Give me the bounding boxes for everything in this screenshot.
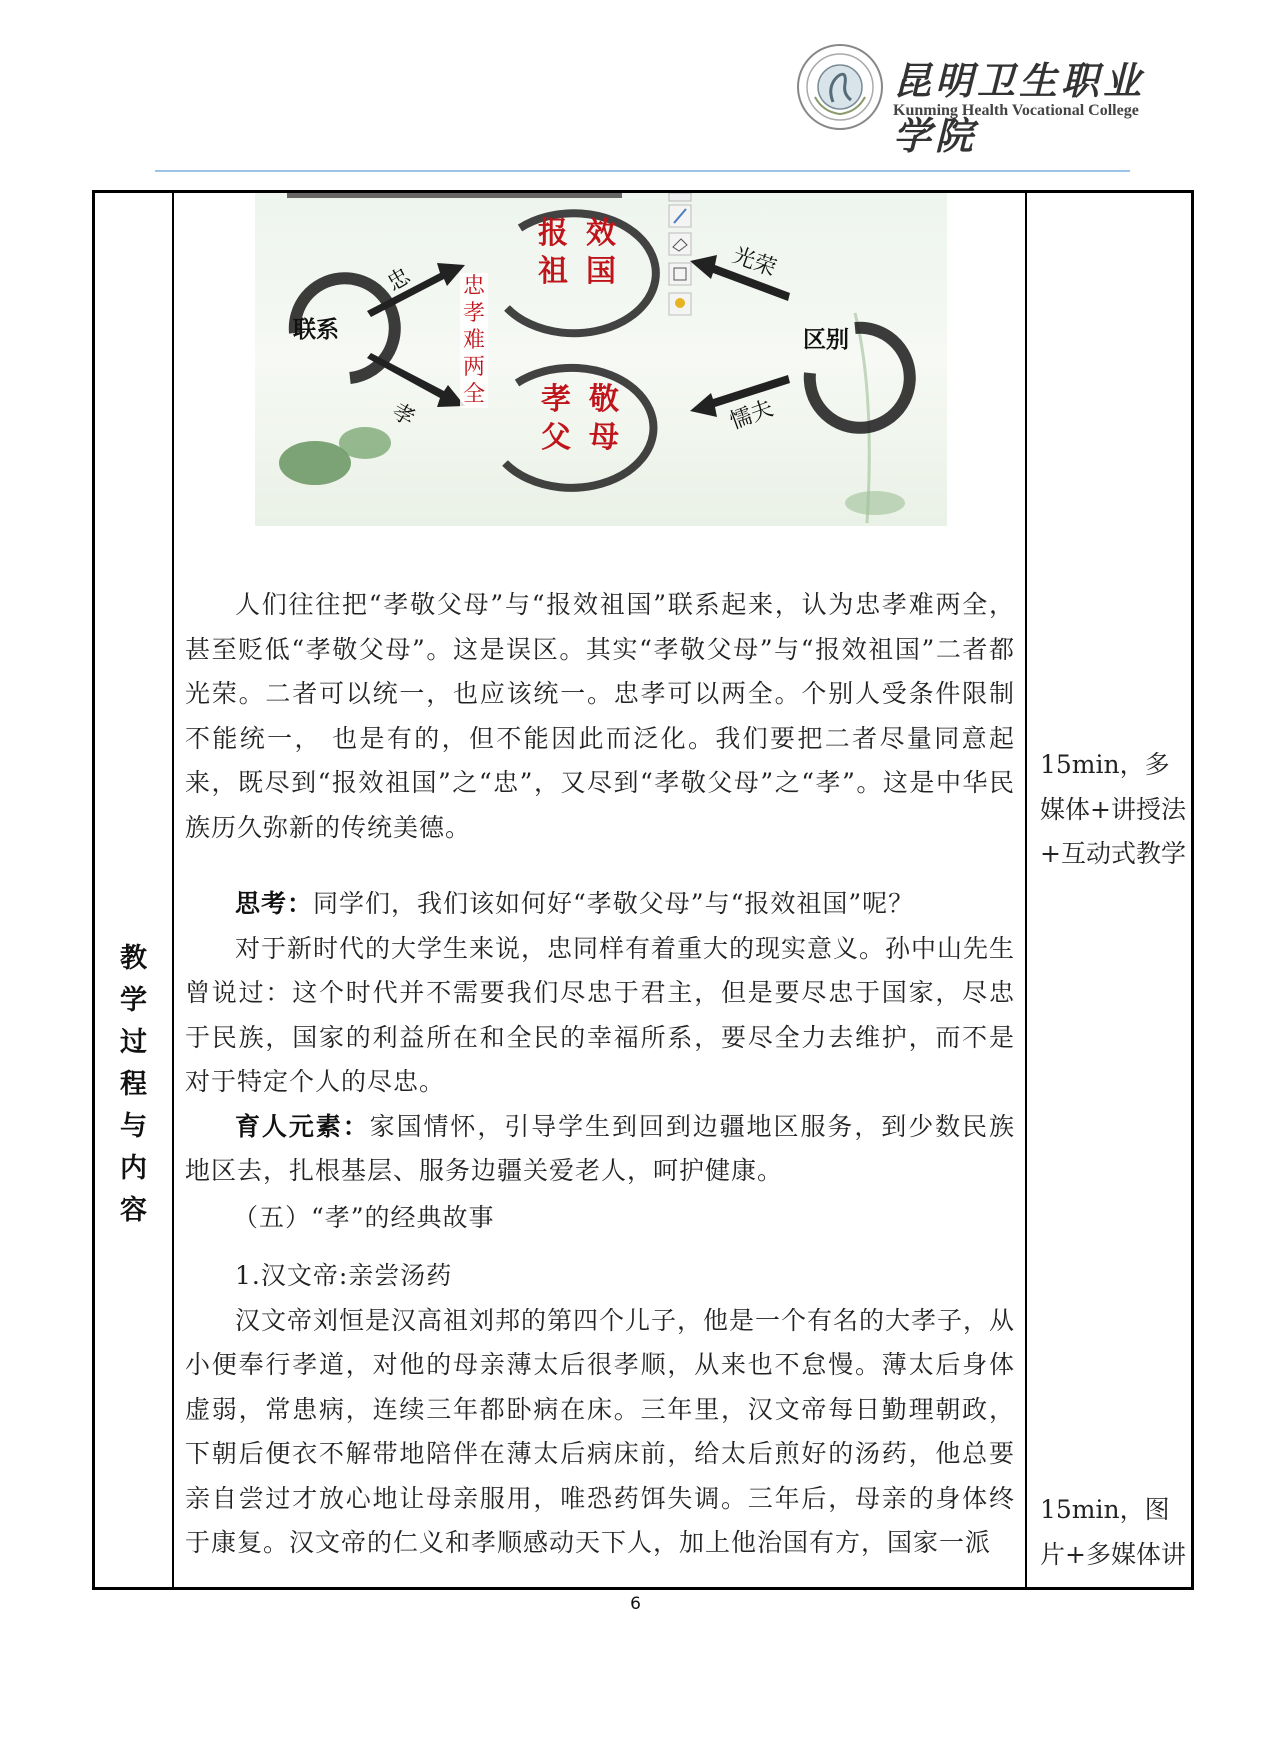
arrow-label-filial: 孝 <box>387 398 419 432</box>
char: 孝 <box>462 301 485 326</box>
method-note: 15min，图片+多媒体讲 <box>1040 1495 1186 1569</box>
label-char: 程 <box>120 1069 147 1100</box>
eraser-icon <box>669 233 691 255</box>
char: 国 <box>586 254 634 289</box>
node-left-label: 联系 <box>293 317 339 343</box>
label-char: 容 <box>120 1195 147 1226</box>
page-number: 6 <box>630 1594 641 1614</box>
arrow-label-coward: 懦夫 <box>726 396 777 435</box>
college-name-en: Kunming Health Vocational College <box>893 102 1139 119</box>
think-label: 思考： <box>235 889 314 918</box>
label-char: 过 <box>120 1027 147 1058</box>
label-char: 内 <box>120 1153 147 1184</box>
arrow-label-glory: 光荣 <box>729 243 780 282</box>
char: 祖 <box>538 254 586 289</box>
paragraph: 对于新时代的大学生来说，忠同样有着重大的现实意义。孙中山先生曾说过：这个时代并不需要我们尽忠于君主，但是要尽忠于国家，尽忠于民族，国家的利益所在和全民的幸福所系，要尽全力去维护，而不是对于特定个人的尽忠。 <box>185 933 1016 1096</box>
column-divider <box>172 193 174 1587</box>
char: 母 <box>589 420 637 455</box>
center-vertical-text <box>460 273 488 408</box>
circle-bottom-text <box>541 381 651 457</box>
char: 孝 <box>541 382 589 417</box>
page-header <box>0 0 1271 180</box>
story-title: 1.汉文帝:亲尝汤药 <box>235 1261 453 1290</box>
char: 全 <box>462 382 485 407</box>
college-emblem-icon <box>795 42 885 132</box>
char: 忠 <box>462 274 485 299</box>
lotus-leaf <box>339 427 391 459</box>
edu-text: 家国情怀，引导学生到回到边疆地区服务，到少数民族地区去，扎根基层、服务边疆关爱老人，呵护健康。 <box>185 1111 1015 1185</box>
think-paragraph <box>185 882 1015 927</box>
section-heading: （五）“孝”的经典故事 <box>233 1202 495 1232</box>
think-text: 同学们，我们该如何好“孝敬父母”与“报效祖国”呢？ <box>313 889 915 918</box>
char: 两 <box>462 355 485 380</box>
lesson-table <box>92 190 1194 1590</box>
section-label-teaching-process <box>95 938 172 1232</box>
edu-paragraph <box>185 1105 1015 1194</box>
lesson-content <box>185 583 1015 1566</box>
char: 效 <box>586 216 634 251</box>
loyalty-filial-diagram <box>255 193 947 526</box>
char: 难 <box>462 328 485 353</box>
char: 敬 <box>589 382 637 417</box>
node-right-label: 区别 <box>803 327 849 353</box>
circle-top-text <box>538 215 648 291</box>
paragraph: 人们往往把“孝敬父母”与“报效祖国”联系起来，认为忠孝难两全，甚至贬低“孝敬父母”。这是误区。其实“孝敬父母”与“报效祖国”二者都光荣。二者可以统一，也应该统一。忠孝可以两全。个别人受条件限制不能统一， 也是有的，但不能因此而泛化。我们要把二者尽量同意起来，既尽到“报效祖国”之“忠”，又尽到“孝敬父母”之“孝”。这是中华民族历久弥新的传统美德。 <box>185 590 1015 842</box>
lotus-leaf <box>845 491 905 515</box>
header-divider <box>155 170 1130 172</box>
label-char: 教 <box>120 943 147 974</box>
arrow-label-loyalty: 忠 <box>383 263 415 297</box>
char: 报 <box>538 216 586 251</box>
edu-label: 育人元素： <box>235 1111 370 1141</box>
window-icon <box>669 263 691 285</box>
label-char: 与 <box>120 1111 147 1142</box>
toolbar <box>669 193 691 315</box>
column-divider <box>1025 193 1027 1587</box>
story-paragraph: 汉文帝刘恒是汉高祖刘邦的第四个儿子，他是一个有名的大孝子，从小便奉行孝道，对他的母亲薄太后很孝顺，从来也不怠慢。薄太后身体虚弱，常患病，连续三年都卧病在床。三年里，汉文帝每日勤理朝政，下朝后便衣不解带地陪伴在薄太后病床前，给太后煎好的汤药，他总要亲自尝过才放心地让母亲服用，唯恐药饵失调。三年后，母亲的身体终于康复。汉文帝的仁义和孝顺感动天下人，加上他治国有方，国家一派 <box>185 1305 1016 1557</box>
label-char: 学 <box>120 985 147 1016</box>
char: 父 <box>541 420 589 455</box>
college-name-cn: 昆明卫生职业学院 <box>893 58 1146 158</box>
college-logo <box>795 42 1175 158</box>
slider-bar <box>287 193 622 198</box>
method-note: 15min，多媒体+讲授法+互动式教学 <box>1040 750 1186 868</box>
